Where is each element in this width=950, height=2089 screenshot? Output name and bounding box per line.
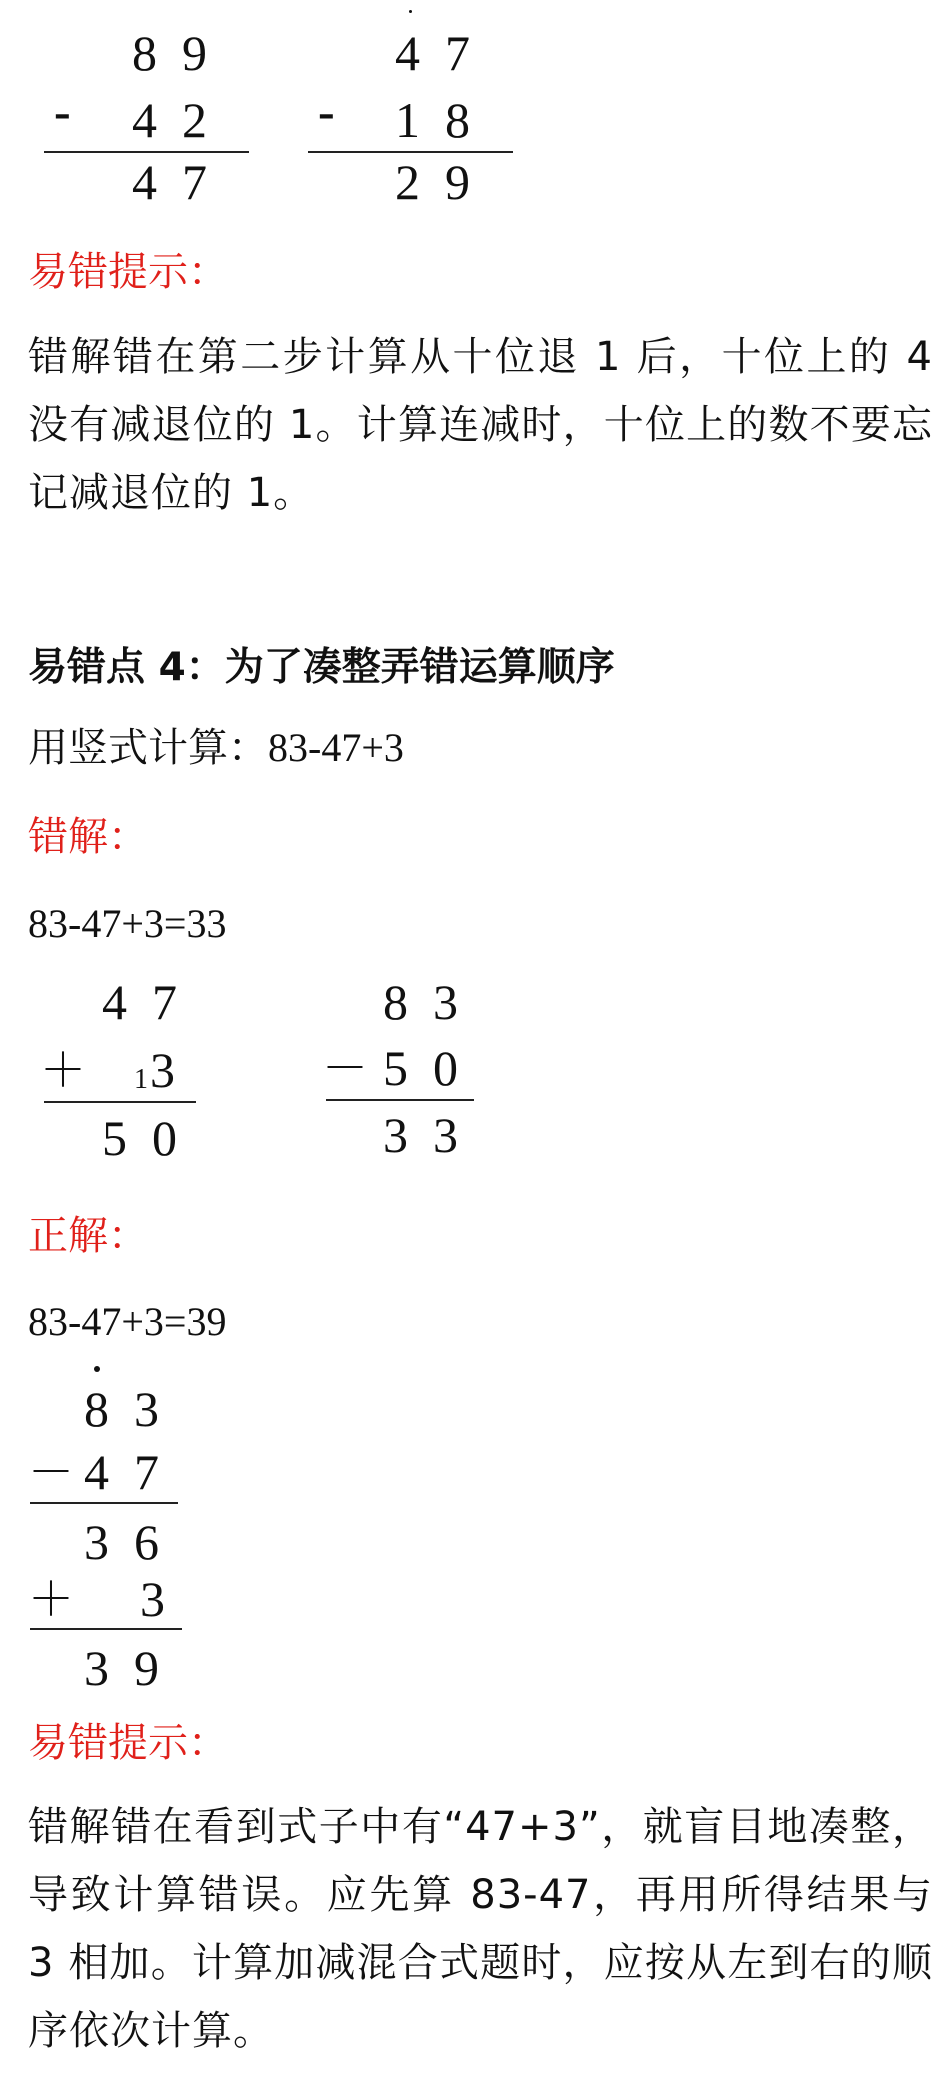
minus-sign: －	[322, 1041, 368, 1095]
calc-row-1: 8 9	[132, 25, 207, 81]
calc-row-1: 4 7	[395, 25, 470, 81]
correct-equation: 83-47+3=39	[28, 1299, 227, 1344]
calc-row-1: 4 7	[102, 974, 177, 1030]
tip-title: 易错提示：	[28, 249, 228, 295]
calc-line	[30, 1628, 182, 1630]
calc-result: 4 7	[132, 154, 207, 210]
task-line	[28, 716, 404, 773]
calc-row-1: 8 3	[84, 1381, 159, 1437]
calc-row-2: 4 2	[132, 92, 207, 148]
tip-text: 错解错在第二步计算从十位退 1 后，十位上的 4 没有减退位的 1。计算连减时，十位上的数不要忘记减退位的 1。	[28, 334, 933, 516]
calc-line	[30, 1502, 178, 1504]
wrong-title: 错解：	[28, 814, 148, 860]
wrong-equation: 83-47+3=33	[28, 901, 227, 946]
minus-sign: -	[54, 83, 71, 139]
calc-result: 3 9	[84, 1640, 159, 1696]
correct-title: 正解：	[28, 1213, 148, 1259]
plus-sign: ＋	[28, 1572, 74, 1626]
calc-line	[308, 151, 513, 153]
calc-row-2: 1 8	[395, 92, 470, 148]
minus-sign: －	[28, 1445, 74, 1499]
calc-mid-result: 3 6	[84, 1514, 159, 1570]
borrow-dot	[409, 10, 412, 13]
task-label: 用竖式计算：	[28, 725, 268, 771]
calc-line	[44, 1101, 196, 1103]
carry-digit: 1	[134, 1064, 148, 1095]
task-expression: 83-47+3	[268, 725, 404, 770]
calc-line	[44, 151, 249, 153]
calc-result: 2 9	[395, 154, 470, 210]
calc-line	[326, 1099, 474, 1101]
calc-result: 5 0	[102, 1110, 177, 1166]
borrow-dot	[94, 1366, 100, 1372]
calc-row-2: 5 0	[383, 1040, 458, 1096]
section-title: 易错点 4：为了凑整弄错运算顺序	[28, 645, 615, 690]
minus-sign: -	[318, 83, 335, 139]
calc-row-1: 8 3	[383, 974, 458, 1030]
tip-text-2: 错解错在看到式子中有“47+3”，就盲目地凑整，导致计算错误。应先算 83-47，再用所得结果与 3 相加。计算加减混合式题时，应按从左到右的顺序依次计算。	[28, 1804, 933, 2054]
plus-sign: ＋	[40, 1043, 86, 1097]
calc-row-2: 3	[150, 1042, 175, 1098]
calc-row-2: 4 7	[84, 1444, 159, 1500]
calc-result: 3 3	[383, 1107, 458, 1163]
tip-title-2: 易错提示：	[28, 1720, 228, 1766]
calc-row-3: 3	[140, 1571, 165, 1627]
